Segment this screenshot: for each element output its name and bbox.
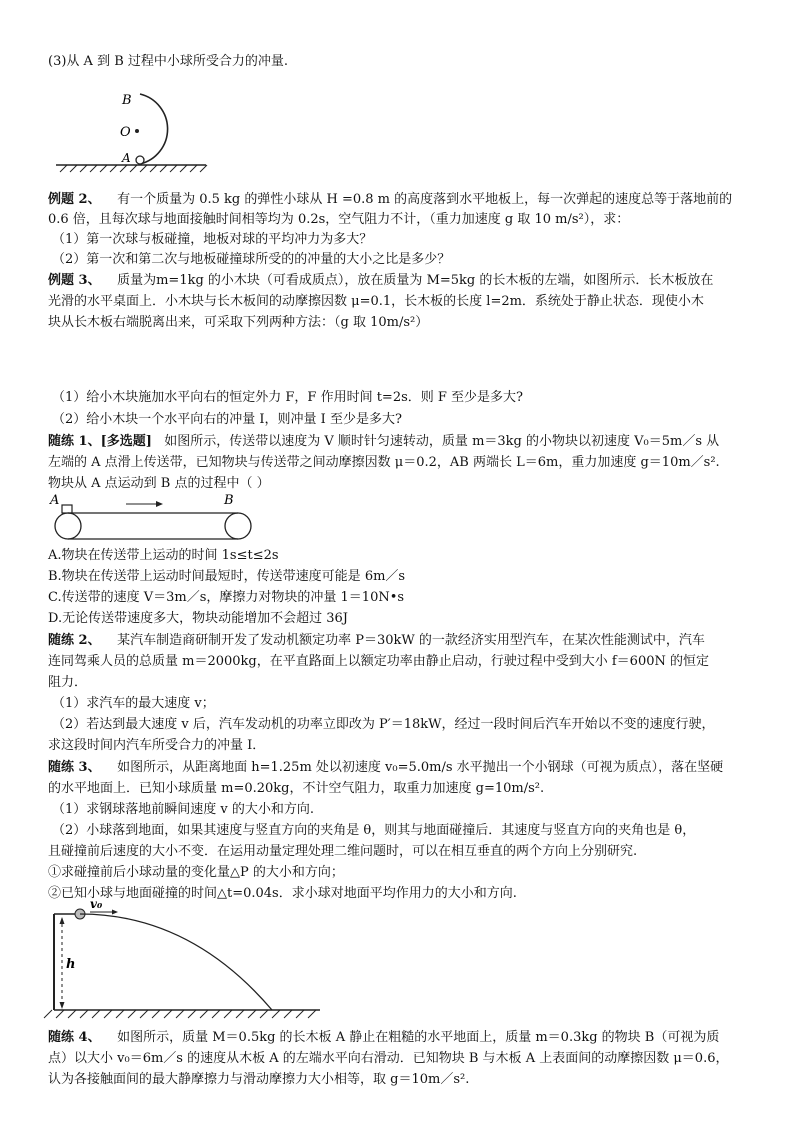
question-3: (3)从 A 到 B 过程中小球所受合力的冲量. <box>48 54 289 69</box>
conveyor-belt-figure <box>48 492 268 544</box>
arrow-up-icon <box>60 917 65 924</box>
practice-2-question-2a: （2）若达到最大速度 v 后，汽车发动机的功率立即改为 P′＝18kW，经过一段时间后汽车开始以不变的速度行驶， <box>52 717 715 732</box>
practice-3-label: 随练 3、 <box>48 760 101 775</box>
practice-4-line-1: 随练 4、 如图所示，质量 M＝0.5kg 的长木板 A 静止在粗糙的水平地面上，质量 m＝0.3kg 的物块 B（可视为质 <box>48 1030 720 1045</box>
label-h: h <box>66 957 76 972</box>
example-2-question-1: （1）第一次球与板碰撞，地板对球的平均冲力为多大？ <box>52 232 373 247</box>
label-a: A <box>122 151 131 165</box>
label-o: O <box>120 125 131 140</box>
left-roller <box>55 513 81 539</box>
practice-4-line-2: 点）以大小 v₀＝6m／s 的速度从木板 A 的左端水平向右滑动．已知物块 B 与木板 A 上表面间的动摩擦因数 μ＝0.6， <box>48 1051 729 1066</box>
practice-2-line-1: 随练 2、 某汽车制造商研制开发了发动机额定功率 P＝30kW 的一款经济实用型汽车，在某次性能测试中，汽车 <box>48 633 705 648</box>
practice-2-question-2b: 求这段时间内汽车所受合力的冲量 I． <box>48 738 266 753</box>
practice-1-option-a: A.物块在传送带上运动的时间 1s≤t≤2s <box>48 548 279 563</box>
arrow-head-icon <box>112 910 118 915</box>
practice-2-line-3: 阻力． <box>48 675 88 690</box>
arrow-head-icon <box>156 501 163 507</box>
practice-1-label: 随练 1、[多选题] <box>48 434 152 449</box>
practice-4-label: 随练 4、 <box>48 1030 101 1045</box>
label-a: A <box>50 493 60 508</box>
example-3-line-2: 光滑的水平桌面上．小木块与长木板间的动摩擦因数 μ=0.1，长木板的长度 l=2m．系统处于静止状态．现使小木 <box>48 294 704 309</box>
example-2-question-2: （2）第一次和第二次与地板碰撞球所受的的冲量的大小之比是多少？ <box>52 252 451 267</box>
label-v0: v₀ <box>90 900 103 911</box>
center-point <box>135 129 139 133</box>
right-roller <box>225 513 251 539</box>
example-2-line-1: 例题 2、 有一个质量为 0.5 kg 的弹性小球从 H =0.8 m 的高度落到水平地板上，每一次弹起的速度总等于落地前的 <box>48 192 733 207</box>
practice-3-question-2b: 且碰撞前后速度的大小不变．在运用动量定理处理二维问题时，可以在相互垂直的两个方向上分别研究. <box>48 844 638 859</box>
label-b: B <box>122 93 132 108</box>
label-b: B <box>224 493 234 508</box>
practice-1-line-2: 左端的 A 点滑上传送带，已知物块与传送带之间动摩擦因数 μ＝0.2，AB 两端长 L＝6m，重力加速度 g＝10m／s². <box>48 455 720 470</box>
practice-2-label: 随练 2、 <box>48 633 101 648</box>
block-icon <box>62 505 72 513</box>
practice-3-question-1: （1）求钢球落地前瞬间速度 v 的大小和方向. <box>52 802 315 817</box>
practice-3-sub-2: ②已知小球与地面碰撞的时间△t=0.04s．求小球对地面平均作用力的大小和方向. <box>48 886 517 901</box>
practice-1-option-b: B.物块在传送带上运动时间最短时，传送带速度可能是 6m／s <box>48 569 406 584</box>
example-3-question-2: （2）给小木块一个水平向右的冲量 I，则冲量 I 至少是多大? <box>52 412 402 427</box>
practice-1-option-d: D.无论传送带速度多大，物块动能增加不会超过 36J <box>48 611 348 626</box>
practice-3-sub-1: ①求碰撞前后小球动量的变化量△P 的大小和方向； <box>48 865 344 880</box>
arrow-down-icon <box>60 1002 65 1009</box>
track-arc <box>140 94 168 164</box>
ball-icon <box>136 156 144 164</box>
projectile-figure <box>40 900 330 1024</box>
ground-hatch <box>44 1010 316 1018</box>
practice-2-line-2: 连同驾乘人员的总质量 m＝2000kg，在平直路面上以额定功率由静止启动，行驶过程中受到大小 f＝600N 的恒定 <box>48 654 710 669</box>
semicircle-track-figure <box>56 86 216 176</box>
trajectory-curve <box>80 914 272 1010</box>
practice-3-question-2a: （2）小球落到地面，如果其速度与竖直方向的夹角是 θ，则其与地面碰撞后．其速度与竖直方向的夹角也是 θ， <box>52 823 696 838</box>
example-2-line-2: 0.6 倍，且每次球与地面接触时间相等均为 0.2s，空气阻力不计，（重力加速度 g 取 10 m/s²），求： <box>48 212 630 227</box>
practice-4-line-3: 认为各接触面间的最大静摩擦力与滑动摩擦力大小相等，取 g＝10m／s². <box>48 1072 470 1087</box>
example-2-label: 例题 2、 <box>48 192 101 207</box>
ground-hatch <box>60 165 207 172</box>
practice-1-line-1: 随练 1、[多选题] 如图所示，传送带以速度为 V 顺时针匀速转动，质量 m＝3kg 的小物块以初速度 V₀＝5m／s 从 <box>48 434 720 449</box>
example-3-line-1: 例题 3、 质量为m=1kg 的小木块（可看成质点），放在质量为 M=5kg 的长木板的左端，如图所示．长木板放在 <box>48 273 714 288</box>
example-3-label: 例题 3、 <box>48 273 101 288</box>
practice-1-line-3: 物块从 A 点运动到 B 点的过程中（ ） <box>48 476 270 491</box>
example-3-line-3: 块从长木板右端脱离出来，可采取下列两种方法：（g 取 10m/s²） <box>48 315 429 330</box>
example-3-question-1: （1）给小木块施加水平向右的恒定外力 F，F 作用时间 t=2s．则 F 至少是多大? <box>52 390 524 405</box>
practice-2-question-1: （1）求汽车的最大速度 v； <box>52 696 215 711</box>
practice-1-option-c: C.传送带的速度 V＝3m／s，摩擦力对物块的冲量 1＝10N•s <box>48 590 405 605</box>
practice-3-line-2: 的水平地面上．已知小球质量 m=0.20kg，不计空气阻力，取重力加速度 g=10m/s². <box>48 781 545 796</box>
practice-3-line-1: 随练 3、 如图所示，从距离地面 h=1.25m 处以初速度 v₀=5.0m/s 水平抛出一个小钢球（可视为质点），落在坚硬 <box>48 760 724 775</box>
